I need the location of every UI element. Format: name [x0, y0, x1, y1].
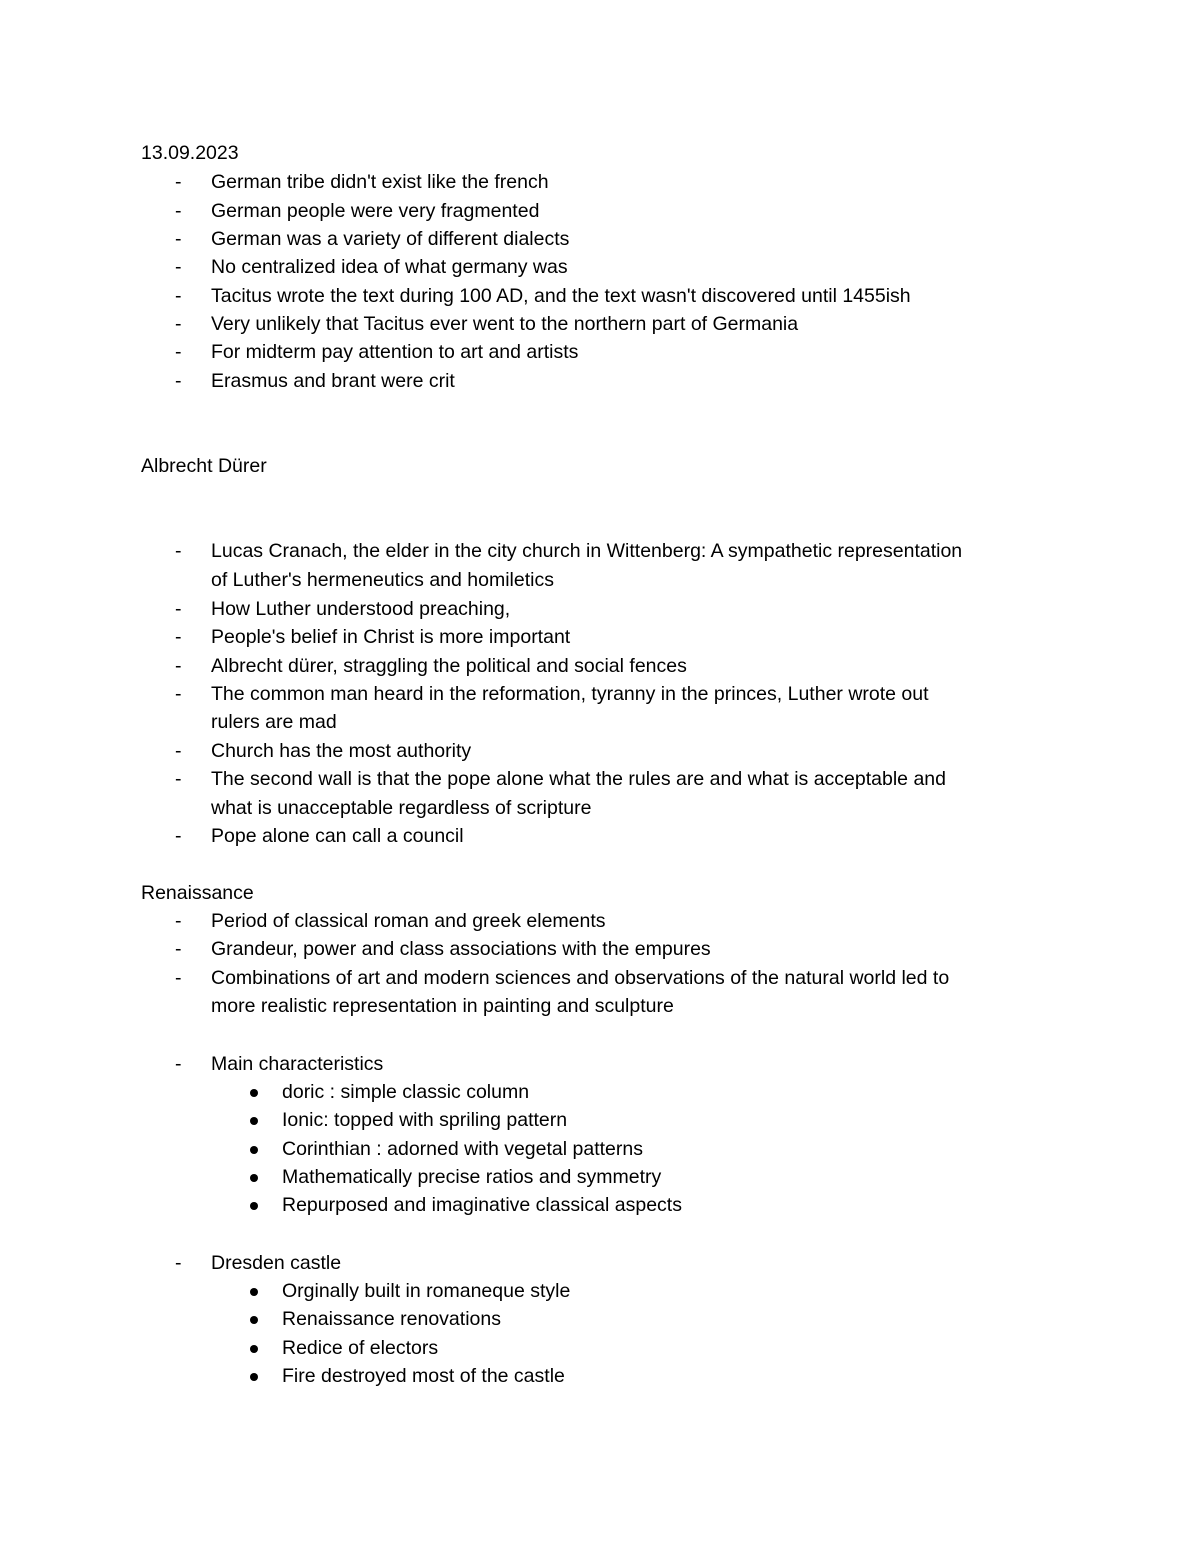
list-item: Period of classical roman and greek elements: [211, 910, 606, 932]
bullet-icon: [250, 1373, 258, 1381]
list-item: Church has the most authority: [211, 740, 472, 762]
bullet-icon: [250, 1345, 258, 1353]
list-item: Pope alone can call a council: [211, 825, 464, 847]
list-item: Tacitus wrote the text during 100 AD, and the text wasn't discovered until 1455ish: [211, 285, 911, 307]
bullet-icon: [250, 1089, 258, 1097]
list-item: The common man heard in the reformation, tyranny in the princes, Luther wrote out: [211, 683, 929, 705]
bullet-icon: [250, 1117, 258, 1125]
dash-marker: -: [175, 313, 182, 335]
dash-marker: -: [175, 540, 182, 562]
dash-marker: -: [175, 967, 182, 989]
dash-marker: -: [175, 200, 182, 222]
list-item: Dresden castle: [211, 1252, 342, 1274]
sub-list-item: Repurposed and imaginative classical aspects: [282, 1194, 682, 1216]
list-item: Very unlikely that Tacitus ever went to the northern part of Germania: [211, 313, 799, 335]
sub-list-item: Orginally built in romaneque style: [282, 1280, 571, 1302]
section-heading-durer: Albrecht Dürer: [141, 455, 267, 477]
sub-list-item: Corinthian : adorned with vegetal patterns: [282, 1138, 643, 1160]
dash-marker: -: [175, 626, 182, 648]
dash-marker: -: [175, 256, 182, 278]
dash-marker: -: [175, 1252, 182, 1274]
dash-marker: -: [175, 1053, 182, 1075]
dash-marker: -: [175, 825, 182, 847]
list-item-continuation: more realistic representation in painting and sculpture: [211, 995, 674, 1017]
sub-list-item: doric : simple classic column: [282, 1081, 530, 1103]
list-item: People's belief in Christ is more important: [211, 626, 571, 648]
list-item: The second wall is that the pope alone what the rules are and what is acceptable and: [211, 768, 946, 790]
list-item: Lucas Cranach, the elder in the city church in Wittenberg: A sympathetic representation: [211, 540, 963, 562]
sub-list-item: Redice of electors: [282, 1337, 439, 1359]
dash-marker: -: [175, 910, 182, 932]
bullet-icon: [250, 1316, 258, 1324]
list-item: German people were very fragmented: [211, 200, 540, 222]
sub-list-item: Ionic: topped with spriling pattern: [282, 1109, 568, 1131]
dash-marker: -: [175, 655, 182, 677]
list-item: German tribe didn't exist like the french: [211, 171, 549, 193]
list-item: Albrecht dürer, straggling the political and social fences: [211, 655, 687, 677]
dash-marker: -: [175, 683, 182, 705]
list-item-continuation: rulers are mad: [211, 711, 337, 733]
list-item: How Luther understood preaching,: [211, 598, 511, 620]
list-item: Grandeur, power and class associations with the empures: [211, 938, 711, 960]
list-item: German was a variety of different dialects: [211, 228, 570, 250]
bullet-icon: [250, 1174, 258, 1182]
list-item: No centralized idea of what germany was: [211, 256, 568, 278]
dash-marker: -: [175, 740, 182, 762]
list-item: For midterm pay attention to art and artists: [211, 341, 579, 363]
list-item: Erasmus and brant were crit: [211, 370, 455, 392]
dash-marker: -: [175, 171, 182, 193]
date-heading: 13.09.2023: [141, 142, 239, 164]
list-item: Main characteristics: [211, 1053, 384, 1075]
section-heading-renaissance: Renaissance: [141, 882, 254, 904]
bullet-icon: [250, 1288, 258, 1296]
dash-marker: -: [175, 598, 182, 620]
dash-marker: -: [175, 341, 182, 363]
bullet-icon: [250, 1146, 258, 1154]
bullet-icon: [250, 1202, 258, 1210]
sub-list-item: Mathematically precise ratios and symmetry: [282, 1166, 662, 1188]
list-item-continuation: of Luther's hermeneutics and homiletics: [211, 569, 554, 591]
dash-marker: -: [175, 938, 182, 960]
list-item-continuation: what is unacceptable regardless of scripture: [211, 797, 592, 819]
list-item: Combinations of art and modern sciences and observations of the natural world led to: [211, 967, 950, 989]
dash-marker: -: [175, 768, 182, 790]
dash-marker: -: [175, 285, 182, 307]
dash-marker: -: [175, 228, 182, 250]
sub-list-item: Fire destroyed most of the castle: [282, 1365, 565, 1387]
dash-marker: -: [175, 370, 182, 392]
sub-list-item: Renaissance renovations: [282, 1308, 501, 1330]
